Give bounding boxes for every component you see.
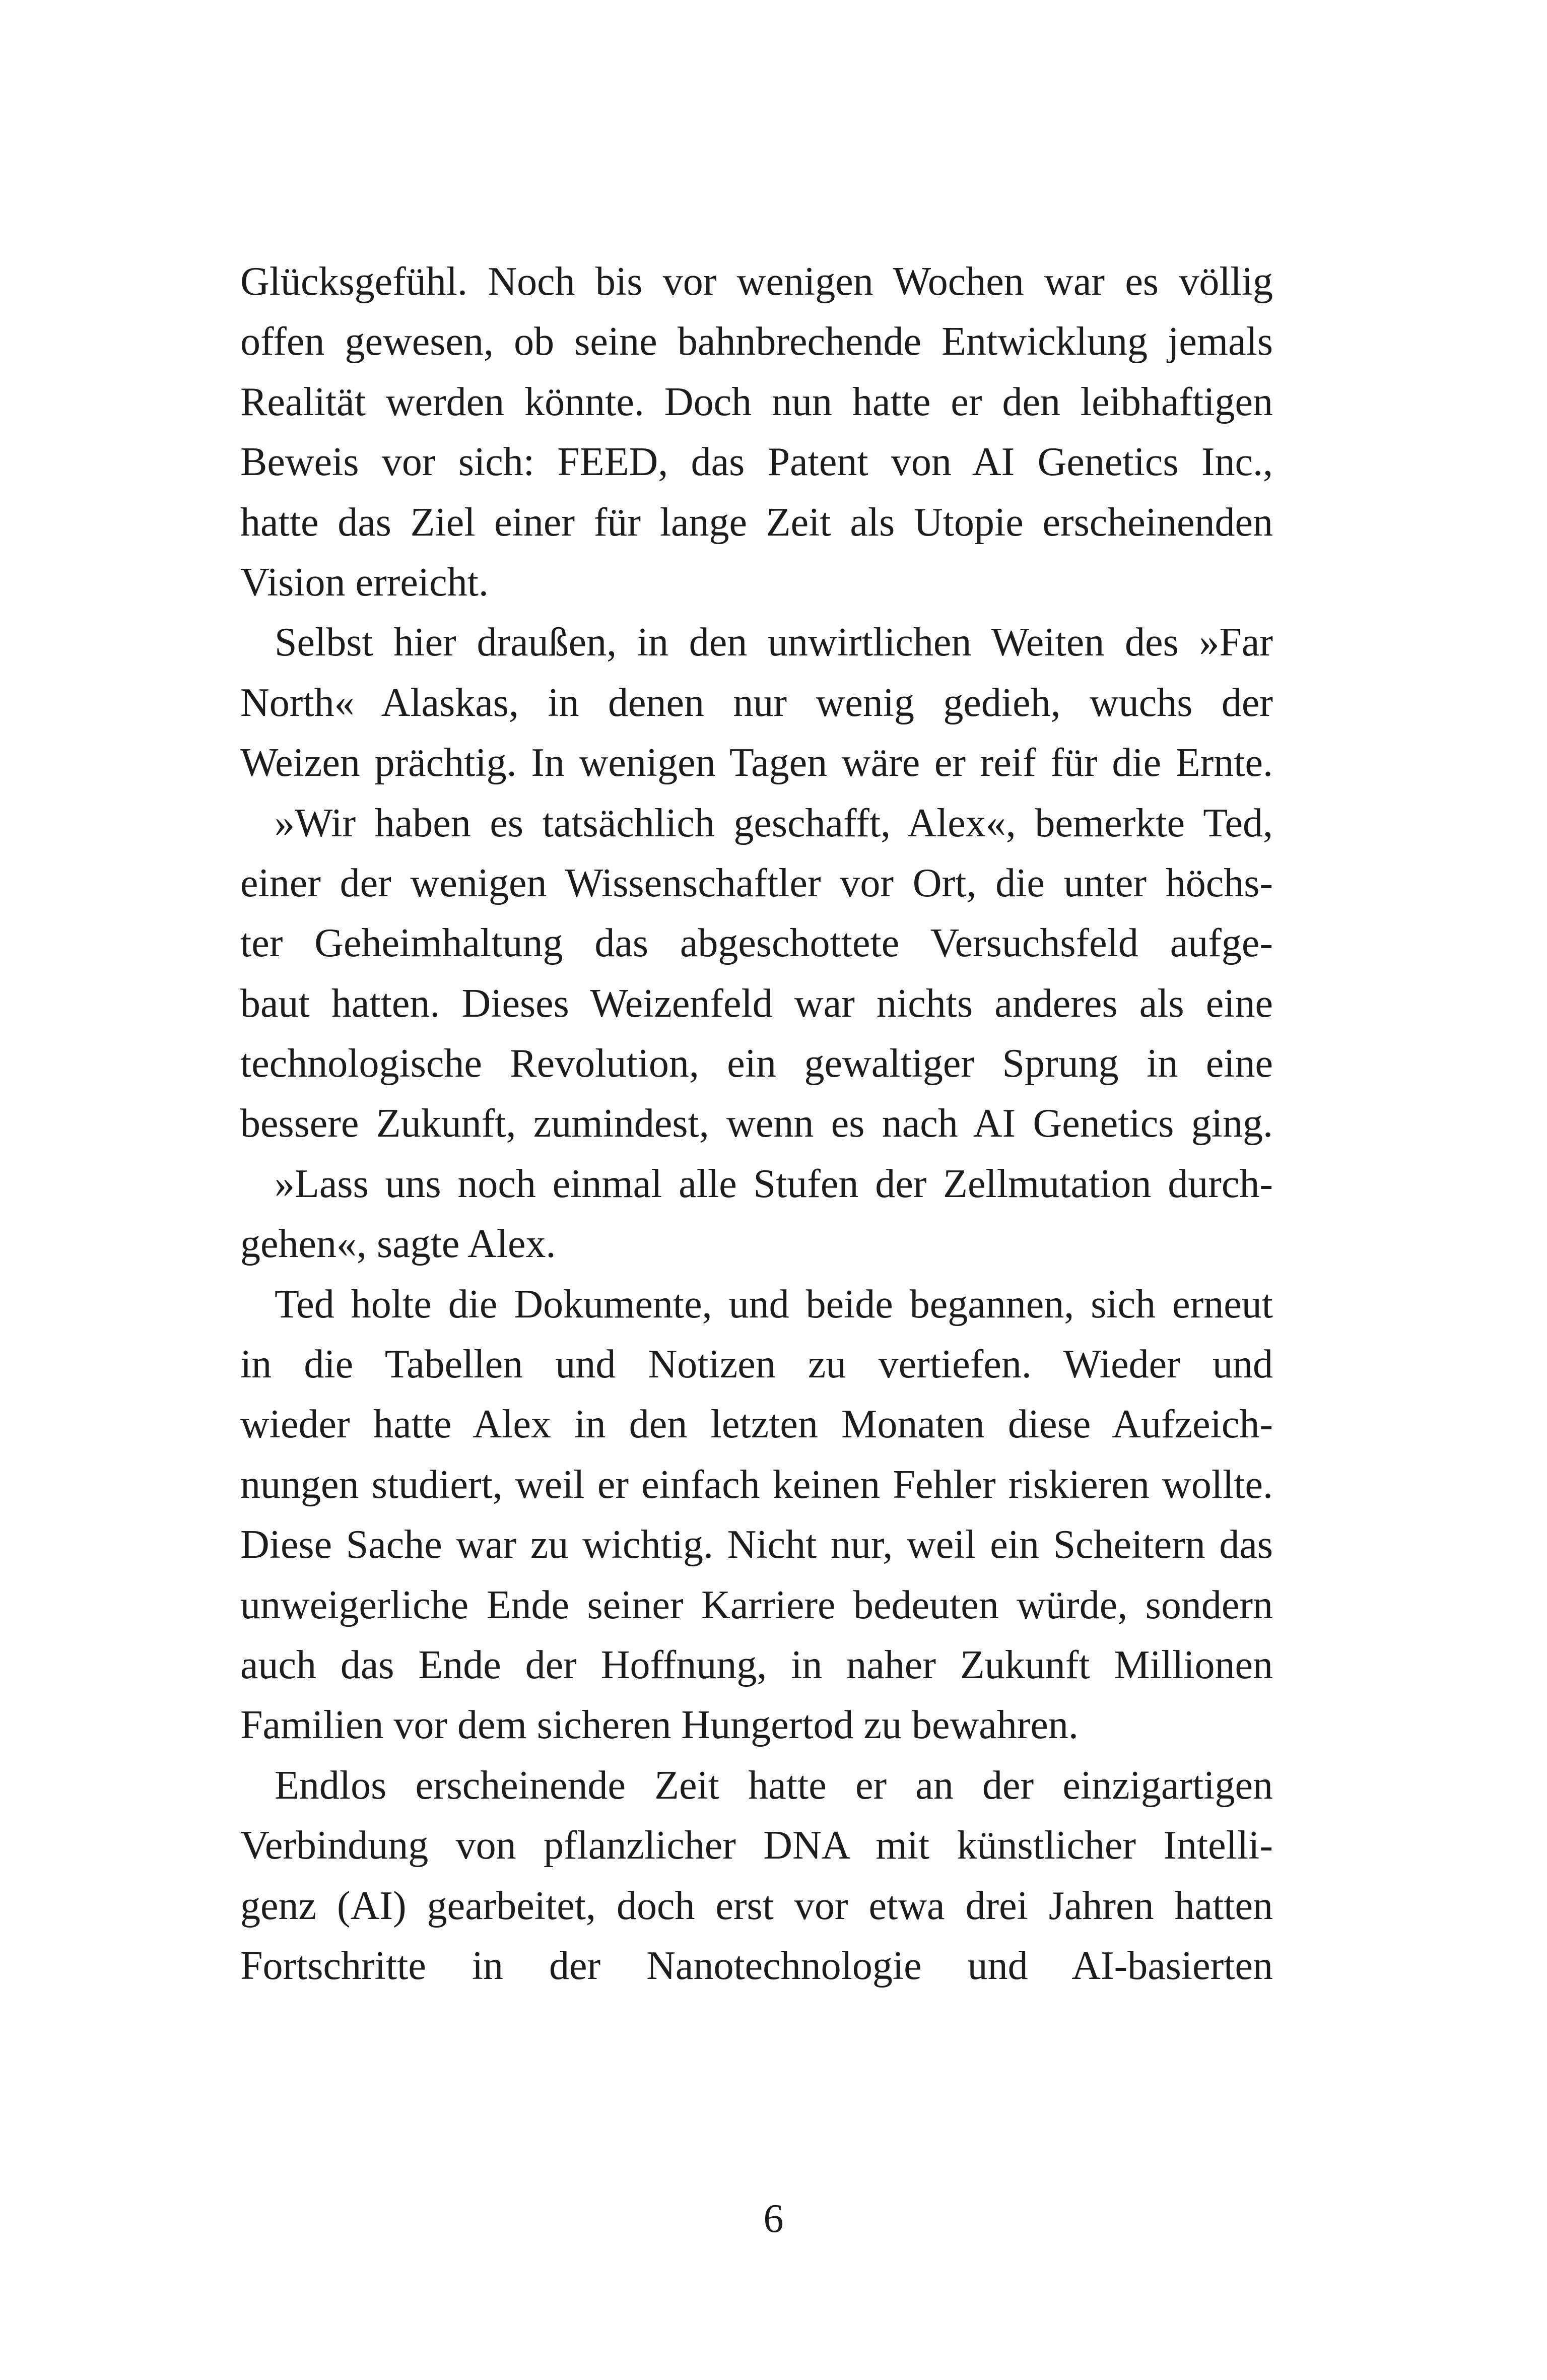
text-line: North« Alaskas, in denen nur wenig gedieh, wuchs der: [240, 680, 1273, 725]
paragraph-5: [240, 1275, 1273, 1756]
paragraph-2: [240, 613, 1273, 793]
text-line: baut hatten. Dieses Weizenfeld war nichts anderes als eine: [240, 981, 1273, 1026]
text-line: Endlos erscheinende Zeit hatte er an der einzigartigen: [275, 1763, 1273, 1808]
text-line: unweigerliche Ende seiner Karriere bedeuten würde, sondern: [240, 1582, 1273, 1627]
text-line: Vision erreicht.: [240, 560, 489, 605]
paragraph-1: [240, 252, 1273, 613]
text-line: Ted holte die Dokumente, und beide begannen, sich erneut: [275, 1282, 1273, 1327]
text-line: Weizen prächtig. In wenigen Tagen wäre er reif für die Ernte.: [240, 741, 1273, 785]
text-line: Beweis vor sich: FEED, das Patent von AI Genetics Inc.,: [240, 440, 1273, 485]
text-line: »Wir haben es tatsächlich geschafft, Alex«, bemerkte Ted,: [275, 801, 1273, 845]
text-line: Fortschritte in der Nanotechnologie und AI-basierten: [240, 1943, 1273, 1988]
text-line: technologische Revolution, ein gewaltiger Sprung in eine: [240, 1041, 1273, 1086]
text-line: Realität werden könnte. Doch nun hatte er den leibhaftigen: [240, 379, 1273, 424]
text-line: Glücksgefühl. Noch bis vor wenigen Wochen war es völlig: [240, 259, 1273, 304]
text-line: gehen«, sagte Alex.: [240, 1222, 556, 1267]
text-line: Diese Sache war zu wichtig. Nicht nur, weil ein Scheitern das: [240, 1523, 1273, 1567]
text-line: hatte das Ziel einer für lange Zeit als Utopie erscheinenden: [240, 500, 1273, 545]
text-line: nungen studiert, weil er einfach keinen Fehler riskieren wollte.: [240, 1462, 1273, 1507]
paragraph-6: [240, 1756, 1273, 1997]
text-line: auch das Ende der Hoffnung, in naher Zukunft Millionen: [240, 1642, 1273, 1687]
text-line: in die Tabellen und Notizen zu vertiefen. Wieder und: [240, 1342, 1273, 1387]
text-line: ter Geheimhaltung das abgeschottete Versuchsfeld aufge-: [240, 921, 1273, 966]
text-line: einer der wenigen Wissenschaftler vor Ort, die unter höchs-: [240, 861, 1273, 905]
text-line: Verbindung von pflanzlicher DNA mit künstlicher Intelli-: [240, 1823, 1273, 1868]
text-line: offen gewesen, ob seine bahnbrechende Entwicklung jemals: [240, 319, 1273, 364]
text-line: bessere Zukunft, zumindest, wenn es nach AI Genetics ging.: [240, 1101, 1273, 1146]
page-number: 6: [763, 2197, 784, 2241]
text-line: »Lass uns noch einmal alle Stufen der Zellmutation durch-: [275, 1161, 1273, 1206]
text-line: genz (AI) gearbeitet, doch erst vor etwa drei Jahren hatten: [240, 1883, 1273, 1928]
text-line: Familien vor dem sicheren Hungertod zu bewahren.: [240, 1703, 1079, 1748]
text-line: Selbst hier draußen, in den unwirtlichen Weiten des »Far: [275, 620, 1273, 665]
paragraph-3: [240, 794, 1273, 1154]
body-text: [240, 252, 1273, 1996]
text-line: wieder hatte Alex in den letzten Monaten diese Aufzeich-: [240, 1402, 1273, 1447]
paragraph-4: [240, 1154, 1273, 1275]
